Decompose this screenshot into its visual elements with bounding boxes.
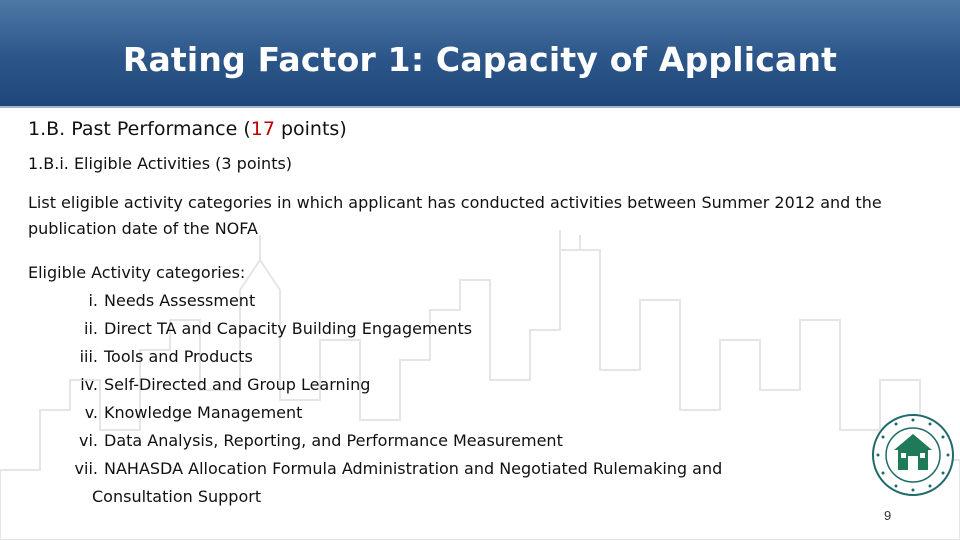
list-item-label: Data Analysis, Reporting, and Performance Measurement bbox=[104, 431, 563, 450]
list-item-continuation-label: Consultation Support bbox=[92, 487, 262, 506]
list-item-number: ii. bbox=[84, 319, 98, 338]
list-item bbox=[28, 343, 928, 371]
list-item-number: iv. bbox=[80, 375, 98, 394]
list-item-number: iii. bbox=[79, 347, 98, 366]
hud-seal-icon bbox=[870, 412, 956, 498]
list-item bbox=[28, 399, 928, 427]
list-item-label: Knowledge Management bbox=[104, 403, 303, 422]
list-item-label: Direct TA and Capacity Building Engagements bbox=[104, 319, 473, 338]
list-item bbox=[28, 427, 928, 455]
title-bar bbox=[0, 0, 960, 108]
page-number: 9 bbox=[884, 508, 892, 523]
list-item-label: Tools and Products bbox=[104, 347, 253, 366]
list-item-continuation bbox=[28, 483, 928, 511]
list-item-number: i. bbox=[88, 291, 98, 310]
list-item bbox=[28, 287, 928, 315]
list-item-label: Needs Assessment bbox=[104, 291, 256, 310]
section-heading-prefix: 1.B. Past Performance ( bbox=[28, 118, 251, 140]
list-item bbox=[28, 455, 928, 483]
list-item-number: vii. bbox=[74, 459, 98, 478]
subsection-heading: 1.B.i. Eligible Activities (3 points) bbox=[28, 154, 293, 173]
categories-heading: Eligible Activity categories: bbox=[28, 263, 246, 282]
list-item-number: vi. bbox=[79, 431, 98, 450]
section-heading-suffix: points) bbox=[274, 118, 347, 140]
slide-title: Rating Factor 1: Capacity of Applicant bbox=[122, 40, 838, 79]
slide-content bbox=[28, 118, 928, 511]
list-item bbox=[28, 371, 928, 399]
list-item-label: NAHASDA Allocation Formula Administration and Negotiated Rulemaking and bbox=[104, 459, 723, 478]
list-item-label: Self-Directed and Group Learning bbox=[104, 375, 371, 394]
categories-list bbox=[28, 287, 928, 511]
list-item-number: v. bbox=[84, 403, 98, 422]
section-heading bbox=[28, 118, 928, 140]
list-item bbox=[28, 315, 928, 343]
description-text: List eligible activity categories in which applicant has conducted activities between Summer 2012 and the publication date of the NOFA bbox=[28, 193, 882, 238]
section-points: 17 bbox=[250, 118, 275, 140]
